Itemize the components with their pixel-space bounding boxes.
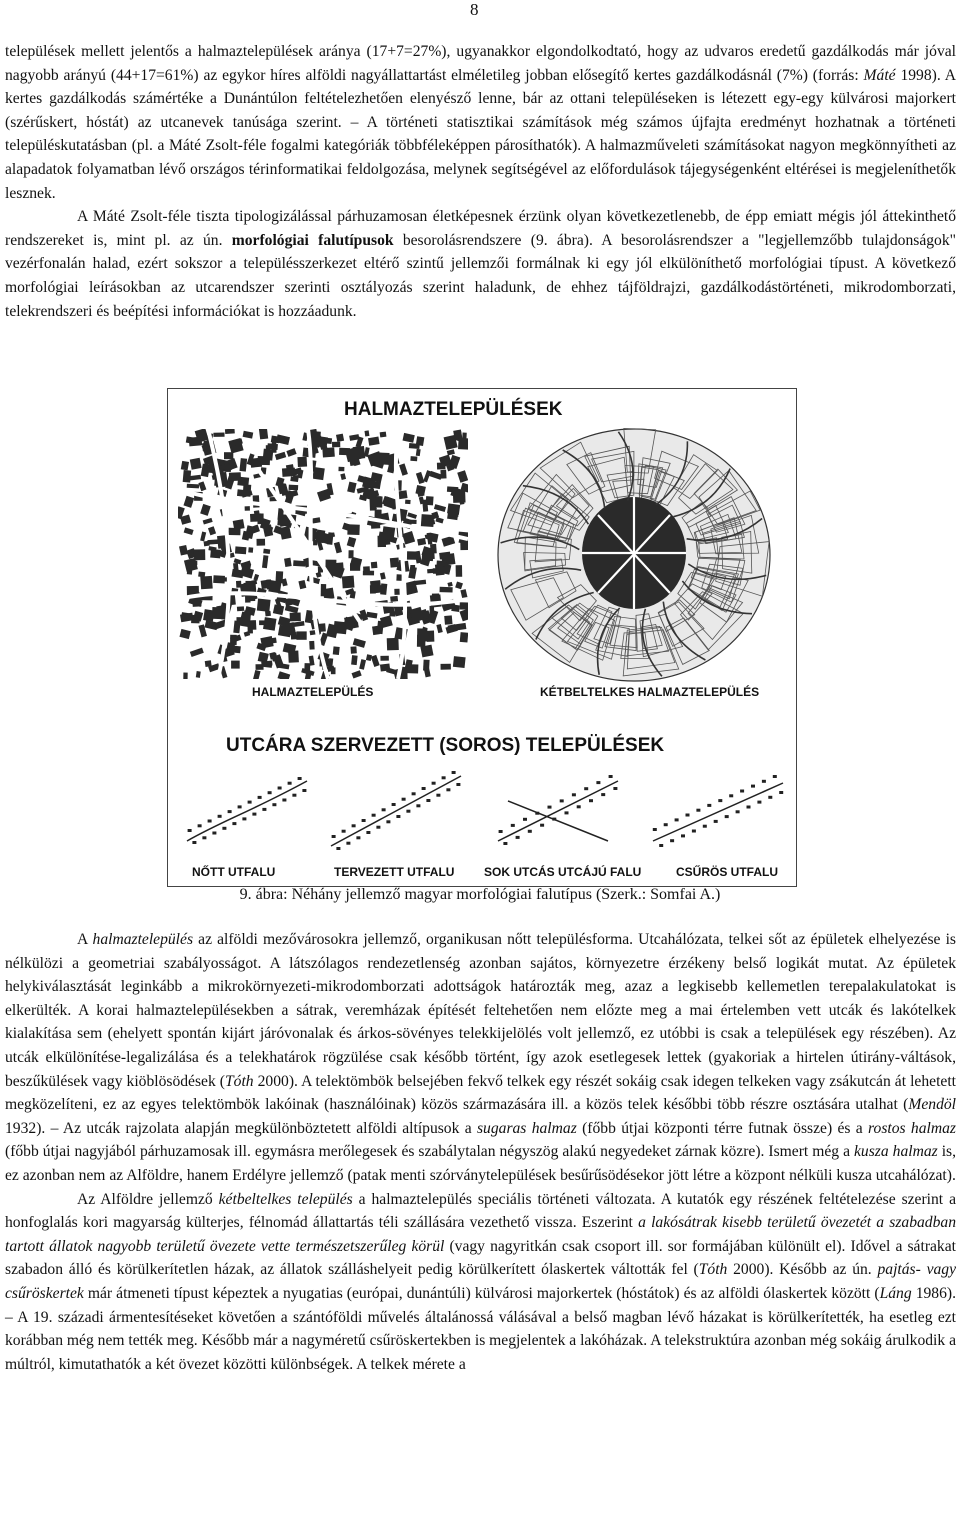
house — [751, 785, 755, 788]
para4-run: a halmaztelepülés speciális történeti változata. A kutatók egy részének feltételezése szerint a honfoglalás kori magyarság külterjes, félnomád állattartás téli szállására vezethető vissza. Eszerint — [5, 1190, 956, 1232]
building-block — [350, 646, 356, 653]
house — [725, 815, 729, 818]
building-block — [248, 626, 253, 633]
building-block — [453, 656, 466, 668]
para4-run: Láng — [879, 1284, 912, 1302]
para3-run: halmaztelepülés — [92, 931, 194, 948]
building-block — [427, 631, 435, 642]
building-block — [458, 438, 468, 450]
house — [402, 798, 406, 801]
house — [258, 796, 262, 799]
building-block — [380, 432, 387, 438]
building-block — [198, 571, 205, 577]
house — [768, 796, 772, 799]
house — [222, 827, 226, 830]
building-block — [213, 432, 224, 436]
para2-run: A Máté Zsolt-féle tiszta tipologizálással párhuzamosan életképesnek érzünk olyan következetlenebb, de épp emiatt mégis jól áttekinthető rendszereket is, mint pl. az ún. — [5, 208, 956, 249]
body-text-bottom — [5, 928, 956, 1376]
building-block — [250, 513, 261, 521]
house — [773, 775, 777, 778]
building-block — [336, 434, 344, 442]
sketch-tervezett-utfalu — [326, 771, 466, 851]
house — [302, 789, 306, 792]
building-block — [270, 637, 277, 643]
house — [406, 810, 410, 813]
house — [503, 842, 507, 845]
building-block — [194, 551, 199, 556]
house — [703, 825, 707, 828]
building-block — [376, 452, 389, 464]
building-block — [405, 500, 411, 504]
para3-run: Mendöl — [908, 1096, 956, 1114]
building-block — [231, 661, 240, 669]
house — [653, 828, 657, 831]
building-block — [406, 664, 418, 673]
house — [572, 793, 576, 796]
house — [426, 799, 430, 802]
para2-run: morfológiai falutípusok — [231, 231, 394, 249]
sketch-nott-utfalu — [182, 771, 312, 851]
house — [523, 818, 527, 821]
building-block — [289, 485, 299, 491]
para4-run: (vagy nagyritkán csak csoport ill. sor formájában különült el). Idővel a sátrakat szabadon álló és körülkerítetlen házak, az állatok szálláshelyeit pedig körülkerített ólaskertek váltották fel ( — [5, 1237, 956, 1279]
house — [282, 799, 286, 802]
building-block — [462, 432, 467, 438]
house — [362, 819, 366, 822]
para3-run: (főbb útjai központi térre futnak össze) és a — [576, 1119, 869, 1137]
paragraph-4 — [5, 1188, 956, 1377]
house — [718, 799, 722, 802]
building-block — [424, 549, 430, 554]
house — [664, 823, 668, 826]
house — [456, 783, 460, 786]
building-block — [444, 615, 452, 624]
building-block — [338, 467, 344, 471]
para1-run: 1998). A kertes gazdálkodás számértéke a Dunántúlon feltételezhetően elenyésző lenne, bár az ottani településeken is létezett egy-egy külvárosi majorkert (szérűskert, hóstát) az utcanevek tanúsága szerint. – A történeti statisztikai számítások még számos újfajta eredményt hozhatnak a történeti településkutatásban (pl. a Máté Zsolt-féle fogalmi kategóriák többféleképpen párosíthatók). A halmazműveleti számításokat nagyon megkönnyítheti az alapadatok folyamatban lévő országos térinformatikai feldolgozása, melynek segítségével az előfordulások tájegységenként eltérései is megjeleníthetők lesznek. — [5, 66, 956, 202]
para1-run: települések mellett jelentős a halmaztelepülések aránya (17+7=27%), ugyanakkor elgondolkodtató, hogy az udvaros eredetű gazdálkodás már jóval nagyobb arányú (44+17=61%) az egykor híres alföldi nagyállattartást elméletileg jobban elősegítő kertes gazdálkodásnál (7%) (forrás: — [5, 43, 956, 84]
house — [376, 826, 380, 829]
para4-run: Az Alföldre jellemző — [77, 1190, 219, 1208]
house — [412, 792, 416, 795]
house — [511, 824, 515, 827]
map-ketbeltelkes — [494, 425, 774, 685]
building-block — [423, 660, 430, 671]
house — [202, 836, 206, 839]
building-block — [267, 443, 278, 450]
building-block — [371, 562, 378, 569]
house — [292, 794, 296, 797]
house — [729, 794, 733, 797]
para4-run: kétbeltelkes település — [218, 1190, 353, 1208]
para4-run: pajtás- vagy csűröskertek — [5, 1261, 957, 1302]
figure-morphological-village-types — [167, 388, 797, 887]
building-block — [263, 617, 277, 631]
label-nott-utfalu: NŐTT UTFALU — [192, 865, 276, 879]
building-block — [196, 671, 201, 678]
building-block — [190, 458, 202, 470]
house — [342, 830, 346, 833]
house — [670, 839, 674, 842]
house — [613, 787, 617, 790]
house — [565, 811, 569, 814]
para3-run: az alföldi mezővárosokra jellemző, organikusan nőtt településforma. Utcahálózata, telkei sőt az épületek elhelyezése is nélkülözi a geometriai szabályosságot. A látszólagos rendezetlenség azonban sajátos, környezetre érzékeny belső logikát mutat. Az épületek helykiválasztását leginkább a mikrokörnyezeti-mikrodomborzati adottságok határozták meg, azaz a legkisebb kellemetlen terepalakulatokat is elkerülték. A korai halmaztelepülésekben a sátrak, veremházak építését feltehetően nem előzte meg a mai értelemben vett utcák és lakótelkek kialakítása sem (ehelyett spontán kijárt járóvonalak és árkos-sövényes telekkijelölés volt jellemző, ez utóbbi is csak a települések egy részében). Az utcák elkülönítése-legalizálása és a telekhatárok rögzülése csak később történt, így azok esetlegesek lettek (gyakoriak a hirtelen útirány-váltások, beszűkülések vagy kiöblösödések ( — [5, 931, 956, 1090]
house — [248, 801, 252, 804]
house — [675, 818, 679, 821]
house — [552, 818, 556, 821]
building-block — [224, 452, 233, 459]
label-csuros-utfalu: CSŰRÖS UTFALU — [676, 865, 778, 879]
building-block — [225, 429, 235, 434]
building-block — [263, 549, 270, 554]
building-block — [213, 575, 225, 583]
para3-run: kusza halmaz — [854, 1143, 938, 1161]
building-block — [410, 456, 417, 461]
paragraph-2 — [5, 205, 956, 323]
building-block — [333, 646, 340, 655]
house — [499, 830, 503, 833]
house — [452, 771, 456, 774]
house — [584, 787, 588, 790]
para4-run: Tóth — [698, 1261, 728, 1279]
figure-caption: 9. ábra: Néhány jellemző magyar morfológiai falutípus (Szerk.: Somfai A.) — [239, 886, 721, 903]
building-block — [447, 510, 458, 520]
building-block — [229, 472, 241, 481]
house — [392, 803, 396, 806]
building-block — [297, 457, 307, 467]
building-block — [427, 569, 436, 574]
house — [386, 820, 390, 823]
building-block — [370, 585, 376, 594]
house — [540, 824, 544, 827]
house — [242, 817, 246, 820]
para3-run: sugaras halmaz — [476, 1119, 577, 1137]
house — [714, 820, 718, 823]
building-block — [430, 550, 435, 559]
building-block — [203, 609, 215, 622]
house — [416, 804, 420, 807]
building-block — [239, 458, 247, 471]
house — [692, 830, 696, 833]
house — [218, 815, 222, 818]
building-block — [368, 437, 380, 446]
house — [446, 788, 450, 791]
para3-run: A — [77, 931, 93, 948]
house — [212, 832, 216, 835]
map-halmaztelepules — [178, 429, 468, 679]
building-block — [256, 664, 264, 670]
building-block — [293, 475, 298, 479]
house — [609, 775, 613, 778]
figure-title-top: HALMAZTELEPÜLÉSEK — [344, 399, 563, 420]
para3-run: 2000). A telektömbök belsejében fekvő telkek egy részét sokáig csak idegen telkeken vagy zsákutcán át lehetett megközelíteni, ez az egyes telektömbök lakóinak (használóinak) közös származására ill. a közös telek későbbi több részre osztására utalhat ( — [5, 1072, 956, 1114]
house — [560, 799, 564, 802]
house — [757, 801, 761, 804]
house — [762, 780, 766, 783]
house — [548, 806, 552, 809]
para4-run: 2000). Később az ún. — [727, 1261, 878, 1279]
building-block — [200, 576, 212, 589]
house — [740, 790, 744, 793]
building-block — [422, 499, 428, 511]
building-block — [394, 589, 399, 595]
house — [372, 814, 376, 817]
house — [436, 794, 440, 797]
building-block — [265, 611, 271, 616]
house — [268, 791, 272, 794]
building-block — [183, 673, 187, 679]
building-block — [332, 442, 340, 448]
building-block — [364, 430, 369, 436]
building-block — [205, 660, 212, 667]
building-block — [233, 519, 245, 530]
house — [707, 804, 711, 807]
house — [272, 803, 276, 806]
building-block — [440, 664, 450, 670]
paragraph-1 — [5, 40, 956, 205]
building-block — [284, 558, 292, 567]
house — [577, 805, 581, 808]
building-block — [351, 655, 358, 665]
building-block — [237, 606, 244, 611]
building-block — [210, 549, 221, 558]
building-block — [235, 546, 246, 554]
label-halmaztelepules: HALMAZTELEPÜLÉS — [252, 685, 374, 699]
label-ketbeltelkes: KÉTBELTELKES HALMAZTELEPÜLÉS — [540, 685, 760, 699]
building-block — [387, 638, 399, 651]
house — [596, 781, 600, 784]
paragraph-3 — [5, 928, 956, 1188]
building-block — [339, 448, 350, 456]
label-tervezett-utfalu: TERVEZETT UTFALU — [334, 865, 455, 879]
house — [188, 829, 192, 832]
building-block — [204, 541, 210, 547]
building-block — [271, 435, 280, 443]
building-block — [263, 449, 274, 461]
building-block — [410, 565, 415, 574]
building-block — [293, 560, 305, 566]
house — [346, 842, 350, 845]
building-block — [460, 602, 468, 609]
building-block — [363, 566, 370, 575]
building-block — [331, 667, 336, 674]
building-block — [380, 656, 388, 661]
building-block — [460, 632, 468, 642]
building-block — [181, 461, 189, 471]
building-block — [417, 628, 427, 641]
page-number: 8 — [470, 0, 479, 19]
building-block — [233, 621, 240, 634]
building-block — [248, 547, 253, 552]
figure-title-bottom: UTCÁRA SZERVEZETT (SOROS) TELEPÜLÉSEK — [226, 735, 665, 756]
building-block — [188, 561, 198, 566]
building-block — [187, 484, 199, 489]
house — [228, 810, 232, 813]
building-block — [416, 436, 425, 446]
house — [332, 835, 336, 838]
house — [659, 844, 663, 847]
building-block — [390, 596, 398, 602]
building-block — [437, 463, 446, 470]
house — [192, 841, 196, 844]
building-block — [451, 604, 460, 612]
house — [366, 831, 370, 834]
house — [278, 787, 282, 790]
para4-run: 1986). – A 19. századi ármentesítéseket követően a szántóföldi művelés általánossá válásával a belső magban lévő házakat is körülkerítették, ha esetleg ezt korábban még nem tették meg. Később már a nagyméretű csűröskertekben is megjelentek a lakóházak. A telekstruktúra azonban még sokáig árulkodik a múltról, kimutathatók a két övezet közötti különbségek. A telkek mérete a — [5, 1284, 956, 1373]
house — [356, 836, 360, 839]
para4-run: a lakósátrak kisebb területű övezetét a szabadban tartott állatok nagyobb területű övezete vette természetszerűleg körül — [5, 1214, 956, 1255]
house — [589, 799, 593, 802]
house — [736, 810, 740, 813]
para2-run: besorolásrendszere (9. ábra). A besorolásrendszer a "legjellemzőbb tulajdonságok" vezérfonalán halad, ezért sokszor a településszerkezet eltérő szintű jellemzői formálnak ki egy jól elkülöníthető morfológiai típust. A következő morfológiai leírásokban az utcarendszer szerinti osztályozás szerint haladunk, de ehhez tájföldrajzi, gazdálkodástörténeti, mikrodomborzati, telekrendszeri és beépítési információkat is hozzáadunk. — [5, 231, 956, 320]
house — [528, 830, 532, 833]
building-block — [408, 520, 416, 524]
house — [238, 805, 242, 808]
house — [198, 824, 202, 827]
house — [422, 787, 426, 790]
body-text-top — [5, 40, 956, 323]
sketch-sok-utcas-falu — [488, 771, 628, 851]
house — [208, 820, 212, 823]
house — [601, 793, 605, 796]
house — [681, 834, 685, 837]
house — [382, 808, 386, 811]
house — [516, 836, 520, 839]
house — [747, 806, 751, 809]
building-block — [219, 613, 225, 618]
building-block — [440, 587, 453, 593]
house — [432, 782, 436, 785]
building-block — [268, 580, 281, 593]
para3-run: (főbb útjai nagyjából párhuzamosak ill. egymásra merőlegesek és szabálytalan négyszög alakú negyedeket zárnak közre). Ismert még a — [5, 1143, 854, 1161]
building-block — [342, 576, 355, 589]
para3-run: 1932). – Az utcák rajzolata alapján megkülönböztetett alföldi altípusok a — [5, 1119, 477, 1137]
label-sok-utcas-falu: SOK UTCÁS UTCÁJÚ FALU — [484, 865, 642, 879]
house — [396, 815, 400, 818]
building-block — [353, 446, 366, 459]
building-block — [453, 490, 466, 503]
building-block — [407, 551, 416, 559]
building-block — [256, 539, 265, 546]
building-block — [347, 524, 359, 535]
building-block — [183, 470, 192, 483]
building-block — [245, 506, 250, 511]
house — [442, 776, 446, 779]
house — [336, 847, 340, 850]
building-block — [396, 574, 402, 581]
para1-run: Máté — [863, 66, 896, 84]
house — [696, 809, 700, 812]
para3-run: is, ez azonban nem az Alföldre, hanem Erdélyre jellemző (patak menti szórványtelepülések besűrűsödésekor jött létre a központ nélküli kusza utcahálózat). — [5, 1143, 956, 1184]
house — [232, 822, 236, 825]
para3-run: rostos halmaz — [868, 1119, 956, 1137]
building-block — [257, 599, 271, 612]
building-block — [312, 467, 324, 480]
building-block — [278, 625, 292, 637]
building-block — [290, 613, 301, 622]
house — [686, 814, 690, 817]
para3-run: Tóth — [224, 1072, 254, 1090]
house — [262, 808, 266, 811]
building-block — [313, 540, 317, 546]
building-block — [372, 626, 380, 635]
house — [352, 824, 356, 827]
building-block — [309, 641, 314, 650]
house — [535, 812, 539, 815]
house — [298, 777, 302, 780]
house — [779, 791, 783, 794]
house — [288, 782, 292, 785]
building-block — [456, 565, 463, 577]
house — [252, 813, 256, 816]
para4-run: már átmeneti típust képeztek a nyugatias (európai, dunántúli) külvárosi majorkertek (hóstátok) és az alföldi ólaskertek között ( — [83, 1284, 880, 1302]
building-block — [259, 429, 268, 439]
building-block — [296, 631, 306, 639]
building-block — [187, 565, 193, 575]
sketch-csuros-utfalu — [648, 771, 788, 851]
